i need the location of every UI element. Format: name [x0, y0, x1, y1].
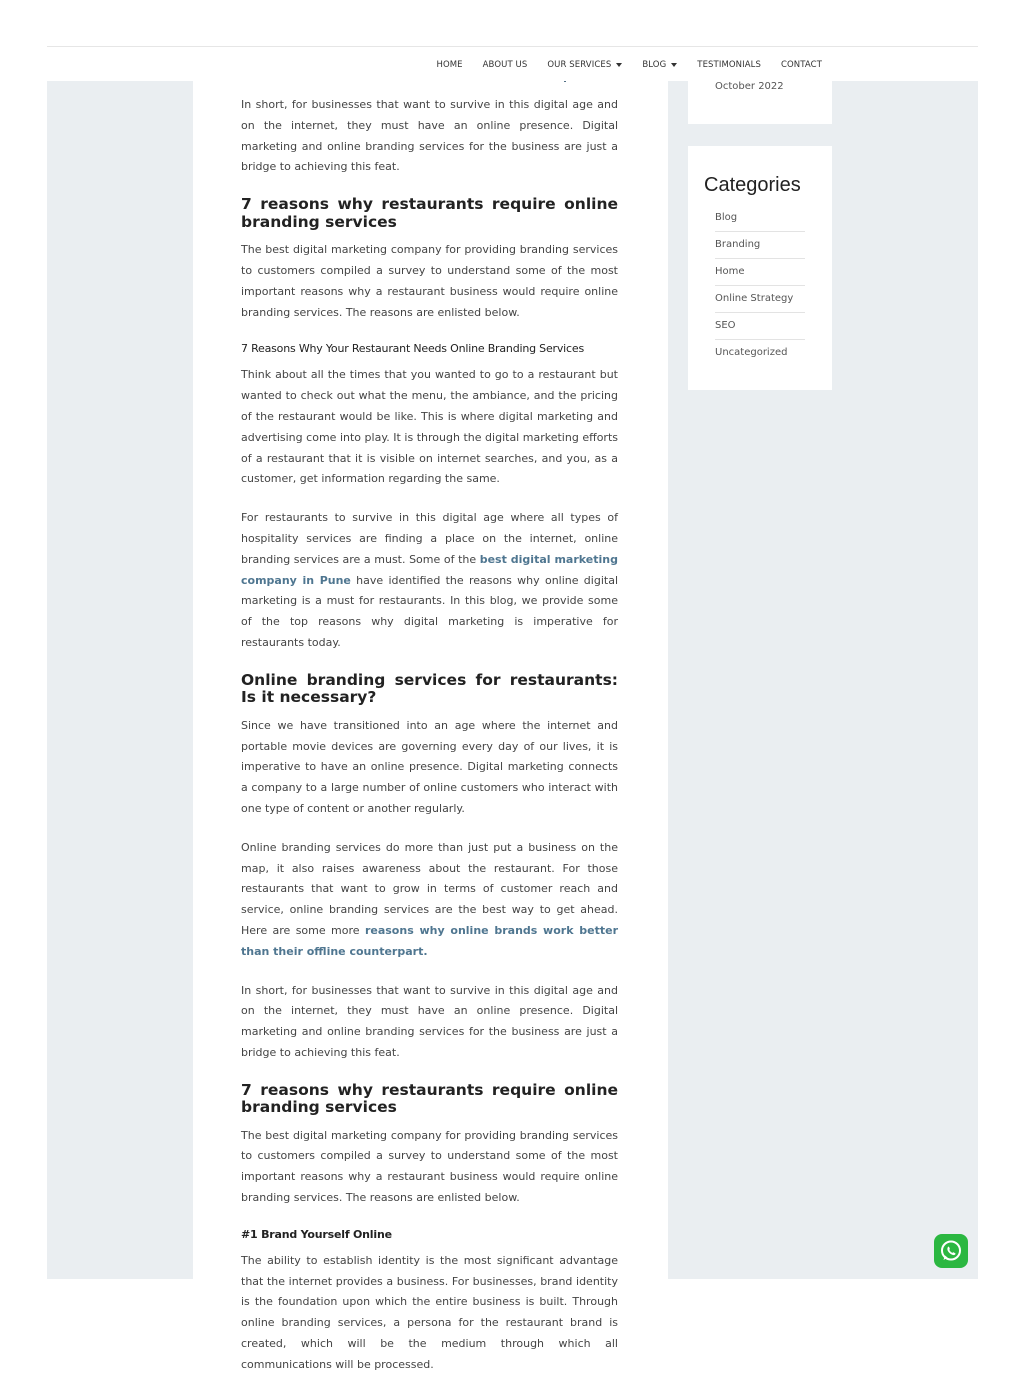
- nav-about-us[interactable]: ABOUT US: [482, 59, 528, 70]
- nav-home[interactable]: HOME: [436, 59, 463, 70]
- article-paragraph: Think about all the times that you wanted to go to a restaurant but wanted to check out what the menu, the ambiance, and the pricing of the restaurant would be like. This is where digital marketing and advertising come into play. It is through the digital marketing efforts of a restaurant that it is visible on internet searches, and you, as a customer, get information regarding the same.: [241, 368, 618, 486]
- categories-list: [715, 205, 805, 367]
- category-link[interactable]: Branding: [715, 232, 805, 259]
- sub-heading: 7 Reasons Why Your Restaurant Needs Online Branding Services: [241, 342, 584, 356]
- section-heading: 7 reasons why restaurants require online branding services: [241, 1080, 618, 1117]
- main-content: [193, 46, 668, 1371]
- article-body: [241, 66, 618, 1394]
- article-paragraph: Since we have transitioned into an age where the internet and portable movie devices are governing every day of our lives, it is imperative to have an online presence. Digital marketing connects a company to a large number of online customers who interact with one type of content or another regularly.: [241, 718, 618, 815]
- category-link[interactable]: Online Strategy: [715, 286, 805, 313]
- category-link[interactable]: Home: [715, 259, 805, 286]
- article-paragraph: The ability to establish identity is the most significant advantage that the internet provides a business. For businesses, brand identity is the foundation upon which the entire business is built. Through online branding services, a persona for the restaurant brand is created, which will be the medium through which all communications will be processed.: [241, 1253, 618, 1371]
- section-heading: Online branding services for restaurants: Is it necessary?: [241, 670, 618, 707]
- top-navbar: [47, 46, 978, 81]
- article-paragraph: For restaurants to survive in this digital age where all types of hospitality services are finding a place on the internet, online branding services are a must. Some of the best digital marketing company in Pune have identified the reasons why online digital marketing is a must for restaurants. In this blog, we provide some of the top reasons why digital marketing is imperative for restaurants today.: [241, 511, 618, 649]
- whatsapp-icon: [938, 1238, 964, 1264]
- article-paragraph: The best digital marketing company for providing branding services to customers compiled a survey to understand some of the most important reasons why a restaurant business would require online branding services. The reasons are enlisted below.: [241, 1128, 618, 1205]
- category-link[interactable]: Blog: [715, 205, 805, 232]
- article-paragraph: In short, for businesses that want to survive in this digital age and on the internet, they must have an online presence. Digital marketing and online branding services for the business are just a bridge to achieving this feat.: [241, 98, 618, 174]
- caret-down-icon: [671, 63, 677, 67]
- category-link[interactable]: Uncategorized: [715, 347, 788, 358]
- article-paragraph: The best digital marketing company for providing branding services to customers compiled a survey to understand some of the most important reasons why a restaurant business would require online branding services. The reasons are enlisted below.: [241, 243, 618, 319]
- archive-link-october-2022[interactable]: October 2022: [715, 81, 784, 92]
- online-brands-link[interactable]: reasons why online brands work better than their offline counterpart.: [241, 923, 618, 958]
- sub-heading: #1 Brand Yourself Online: [241, 1227, 392, 1241]
- categories-widget: [688, 146, 832, 390]
- best-digital-marketing-link[interactable]: best digital marketing company in Pune: [241, 552, 618, 587]
- section-heading: 7 reasons why restaurants require online branding services: [241, 195, 618, 231]
- nav-testimonials[interactable]: TESTIMONIALS: [697, 59, 761, 70]
- category-link[interactable]: SEO: [715, 313, 805, 340]
- nav-contact[interactable]: CONTACT: [780, 59, 822, 70]
- article-paragraph: In short, for businesses that want to survive in this digital age and on the internet, they must have an online presence. Digital marketing and online branding services for the business are just a bridge to achieving this feat.: [241, 983, 618, 1059]
- nav-our-services[interactable]: OUR SERVICES: [547, 60, 622, 70]
- caret-down-icon: [616, 63, 622, 67]
- whatsapp-button[interactable]: [934, 1234, 968, 1268]
- main-menu: [416, 47, 822, 82]
- categories-title: Categories: [704, 174, 801, 196]
- article-paragraph: Online branding services do more than just put a business on the map, it also raises awareness about the restaurant. For those restaurants that want to grow in terms of customer reach and service, online branding services are the best way to get ahead. Here are some more reasons why online brands work better than their offline counterpart.: [241, 840, 618, 958]
- nav-blog[interactable]: BLOG: [642, 60, 677, 70]
